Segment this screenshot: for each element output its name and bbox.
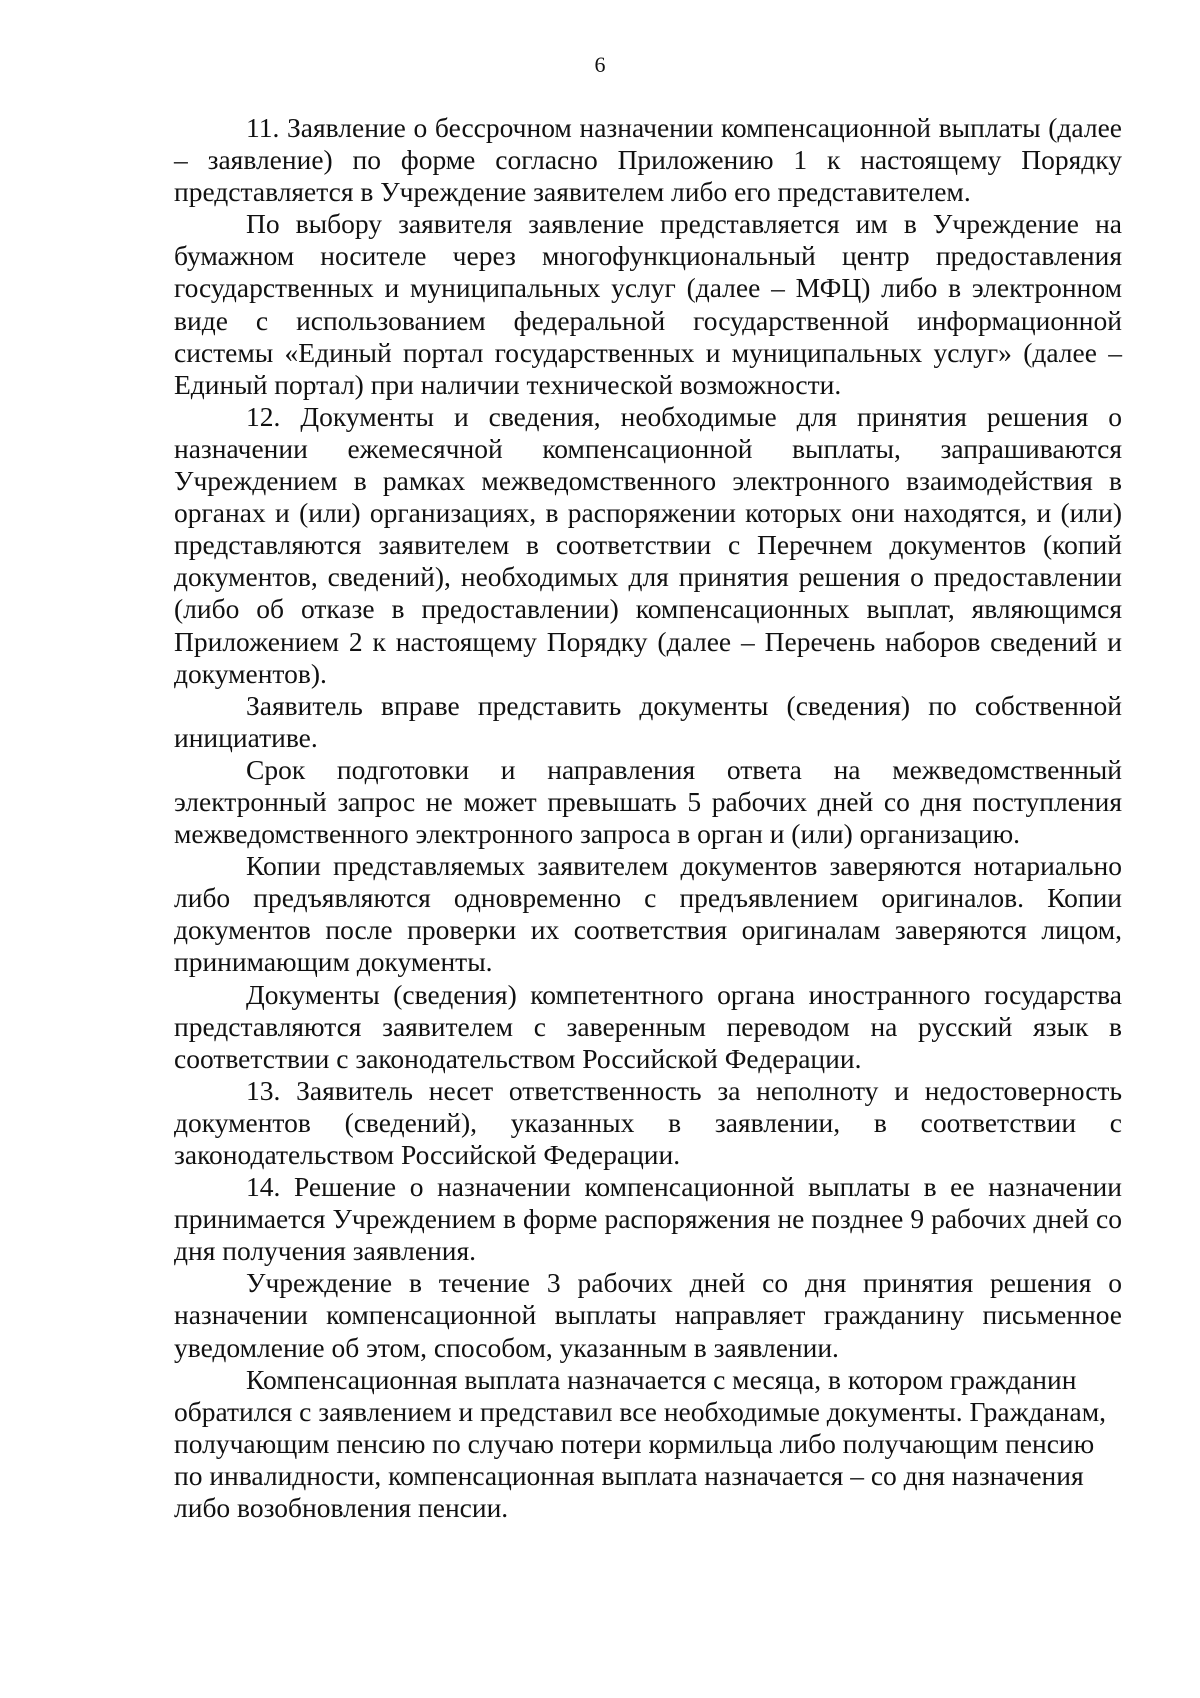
page-number: 6 [594,52,606,77]
paragraph-14-payment-start: Компенсационная выплата назначается с месяца, в котором гражданин обратился с заявлением и представил все необходимые документы. Гражданам, получающим пенсию по случаю потери кормильца либо получающим пенсию по инвалидности, компенсационная выплата назначается – со дня назначения либо возобновления пенсии. [174,1363,1106,1524]
paragraph-13: 13. Заявитель несет ответственность за неполноту и недостоверность документов (сведений), указанных в заявлении, в соответствии с законодательством Российской Федерации. [174,1074,1122,1170]
paragraph-11: 11. Заявление о бессрочном назначении компенсационной выплаты (далее – заявление) по форме согласно Приложению 1 к настоящему Порядку представляется в Учреждение заявителем либо его представителем. [174,112,1122,208]
document-body [174,112,1122,1524]
paragraph-12-response-deadline: Срок подготовки и направления ответа на межведомственный электронный запрос не может превышать 5 рабочих дней со дня поступления межведомственного электронного запроса в орган и (или) организацию. [174,753,1122,850]
paragraph-12-foreign-documents: Документы (сведения) компетентного органа иностранного государства представляются заявителем с заверенным переводом на русский язык в соответствии с законодательством Российской Федерации. [174,978,1122,1074]
paragraph-14: 14. Решение о назначении компенсационной выплаты в ее назначении принимается Учреждением в форме распоряжения не позднее 9 рабочих дней со дня получения заявления. [174,1171,1122,1267]
paragraph-11-submission-methods: По выбору заявителя заявление представляется им в Учреждение на бумажном носителе через многофункциональный центр предоставления государственных и муниципальных услуг (далее – МФЦ) либо в электронном виде с использованием федеральной государственной информационной системы «Единый портал государственных и муниципальных услуг» (далее – Единый портал) при наличии технической возможности. [174,208,1122,400]
paragraph-12: 12. Документы и сведения, необходимые для принятия решения о назначении ежемесячной компенсационной выплаты, запрашиваются Учреждением в рамках межведомственного электронного взаимодействия в органах и (или) организациях, в распоряжении которых они находятся, и (или) представляются заявителем в соответствии с Перечнем документов (копий документов, сведений), необходимых для принятия решения о предоставлении (либо об отказе в предоставлении) компенсационных выплат, являющимся Приложением 2 к настоящему Порядку (далее – Перечень наборов сведений и документов). [174,400,1122,689]
paragraph-14-notification: Учреждение в течение 3 рабочих дней со дня принятия решения о назначении компенсационной выплаты направляет гражданину письменное уведомление об этом, способом, указанным в заявлении. [174,1267,1122,1363]
paragraph-12-own-initiative: Заявитель вправе представить документы (сведения) по собственной инициативе. [174,689,1122,753]
paragraph-12-copies-certification: Копии представляемых заявителем документов заверяются нотариально либо предъявляются одновременно с предъявлением оригиналов. Копии документов после проверки их соответствия оригиналам заверяются лицом, принимающим документы. [174,850,1122,978]
